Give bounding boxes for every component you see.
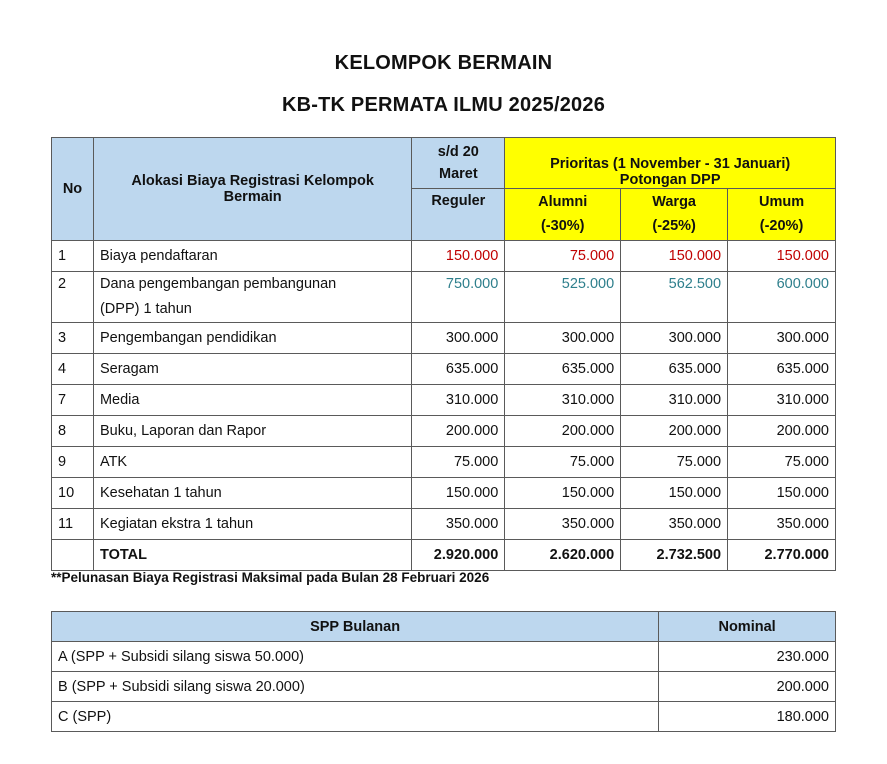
row-item: Kesehatan 1 tahun [93,477,411,508]
table-row [52,240,836,271]
row-no: 4 [52,353,94,384]
row-umum: 150.000 [728,240,836,271]
header-warga [621,188,728,240]
row-alumni: 75.000 [505,240,621,271]
total-alumni: 2.620.000 [505,539,621,570]
row-reguler: 750.000 [412,271,505,322]
header-priority: Prioritas (1 November - 31 Januari) [505,138,836,172]
spp-header-item: SPP Bulanan [52,612,659,642]
row-warga: 562.500 [621,271,728,322]
row-item: Pengembangan pendidikan [93,322,411,353]
total-no-cell [52,539,94,570]
header-reguler: Reguler [412,188,505,240]
spp-row-item: B (SPP + Subsidi silang siswa 20.000) [52,672,659,702]
row-reguler: 635.000 [412,353,505,384]
header-umum-label: Umum [758,194,805,210]
total-row [52,539,836,570]
row-warga: 200.000 [621,415,728,446]
row-warga: 75.000 [621,446,728,477]
header-sd-line2: Maret [438,165,478,182]
row-umum: 75.000 [728,446,836,477]
row-item: Biaya pendaftaran [93,240,411,271]
row-umum: 635.000 [728,353,836,384]
row-item: Kegiatan ekstra 1 tahun [93,508,411,539]
spp-row-nominal: 200.000 [659,672,836,702]
total-umum: 2.770.000 [728,539,836,570]
header-allocation: Alokasi Biaya Registrasi Kelompok Bermain [93,138,411,241]
row-umum: 300.000 [728,322,836,353]
header-alumni-pct: (-30%) [540,218,585,234]
table-row [52,477,836,508]
spp-row-nominal: 230.000 [659,642,836,672]
header-no: No [52,138,94,241]
spp-row-nominal: 180.000 [659,702,836,732]
row-item-line1: Dana pengembangan pembangunan [99,275,337,292]
row-warga: 150.000 [621,240,728,271]
table-row [52,353,836,384]
row-alumni: 200.000 [505,415,621,446]
row-alumni: 150.000 [505,477,621,508]
row-umum: 350.000 [728,508,836,539]
row-no: 1 [52,240,94,271]
header-warga-pct: (-25%) [652,218,696,234]
monthly-spp-table [51,611,836,732]
row-item: Seragam [93,353,411,384]
row-no: 7 [52,384,94,415]
row-item [93,271,411,322]
row-umum: 600.000 [728,271,836,322]
row-item: ATK [93,446,411,477]
table-row [52,322,836,353]
row-warga: 635.000 [621,353,728,384]
row-alumni: 635.000 [505,353,621,384]
row-warga: 150.000 [621,477,728,508]
row-no: 8 [52,415,94,446]
table-row [52,672,836,702]
row-item: Media [93,384,411,415]
row-reguler: 75.000 [412,446,505,477]
registration-fee-table [51,137,836,571]
row-reguler: 150.000 [412,477,505,508]
row-umum: 200.000 [728,415,836,446]
row-warga: 350.000 [621,508,728,539]
row-no: 2 [52,271,94,322]
row-reguler: 200.000 [412,415,505,446]
table-row [52,384,836,415]
row-no: 11 [52,508,94,539]
spp-row-item: C (SPP) [52,702,659,732]
row-alumni: 300.000 [505,322,621,353]
header-sd-maret [412,138,505,189]
row-reguler: 150.000 [412,240,505,271]
row-reguler: 300.000 [412,322,505,353]
table-row [52,508,836,539]
row-reguler: 310.000 [412,384,505,415]
header-alumni-label: Alumni [538,194,588,210]
header-umum-pct: (-20%) [759,218,804,234]
row-no: 10 [52,477,94,508]
row-no: 3 [52,322,94,353]
row-alumni: 75.000 [505,446,621,477]
spp-header-nominal: Nominal [659,612,836,642]
page-subtitle: KB-TK PERMATA ILMU 2025/2026 [281,94,606,116]
row-no: 9 [52,446,94,477]
row-alumni: 310.000 [505,384,621,415]
payment-note: **Pelunasan Biaya Registrasi Maksimal pada Bulan 28 Februari 2026 [51,570,490,585]
row-warga: 310.000 [621,384,728,415]
total-warga: 2.732.500 [621,539,728,570]
row-warga: 300.000 [621,322,728,353]
spp-row-item: A (SPP + Subsidi silang siswa 50.000) [52,642,659,672]
table-row [52,702,836,732]
table-row [52,446,836,477]
header-warga-label: Warga [652,194,696,210]
page-title: KELOMPOK BERMAIN [334,52,553,74]
header-umum [728,188,836,240]
row-item-line2: (DPP) 1 tahun [99,300,192,317]
row-item: Buku, Laporan dan Rapor [93,415,411,446]
total-reguler: 2.920.000 [412,539,505,570]
table-row [52,415,836,446]
header-potongan-dpp: Potongan DPP [505,172,836,189]
header-sd-line1: s/d 20 [437,143,479,160]
row-reguler: 350.000 [412,508,505,539]
row-umum: 310.000 [728,384,836,415]
row-alumni: 525.000 [505,271,621,322]
header-alumni [505,188,621,240]
table-row [52,642,836,672]
row-alumni: 350.000 [505,508,621,539]
total-label: TOTAL [93,539,411,570]
table-row [52,271,836,322]
row-umum: 150.000 [728,477,836,508]
